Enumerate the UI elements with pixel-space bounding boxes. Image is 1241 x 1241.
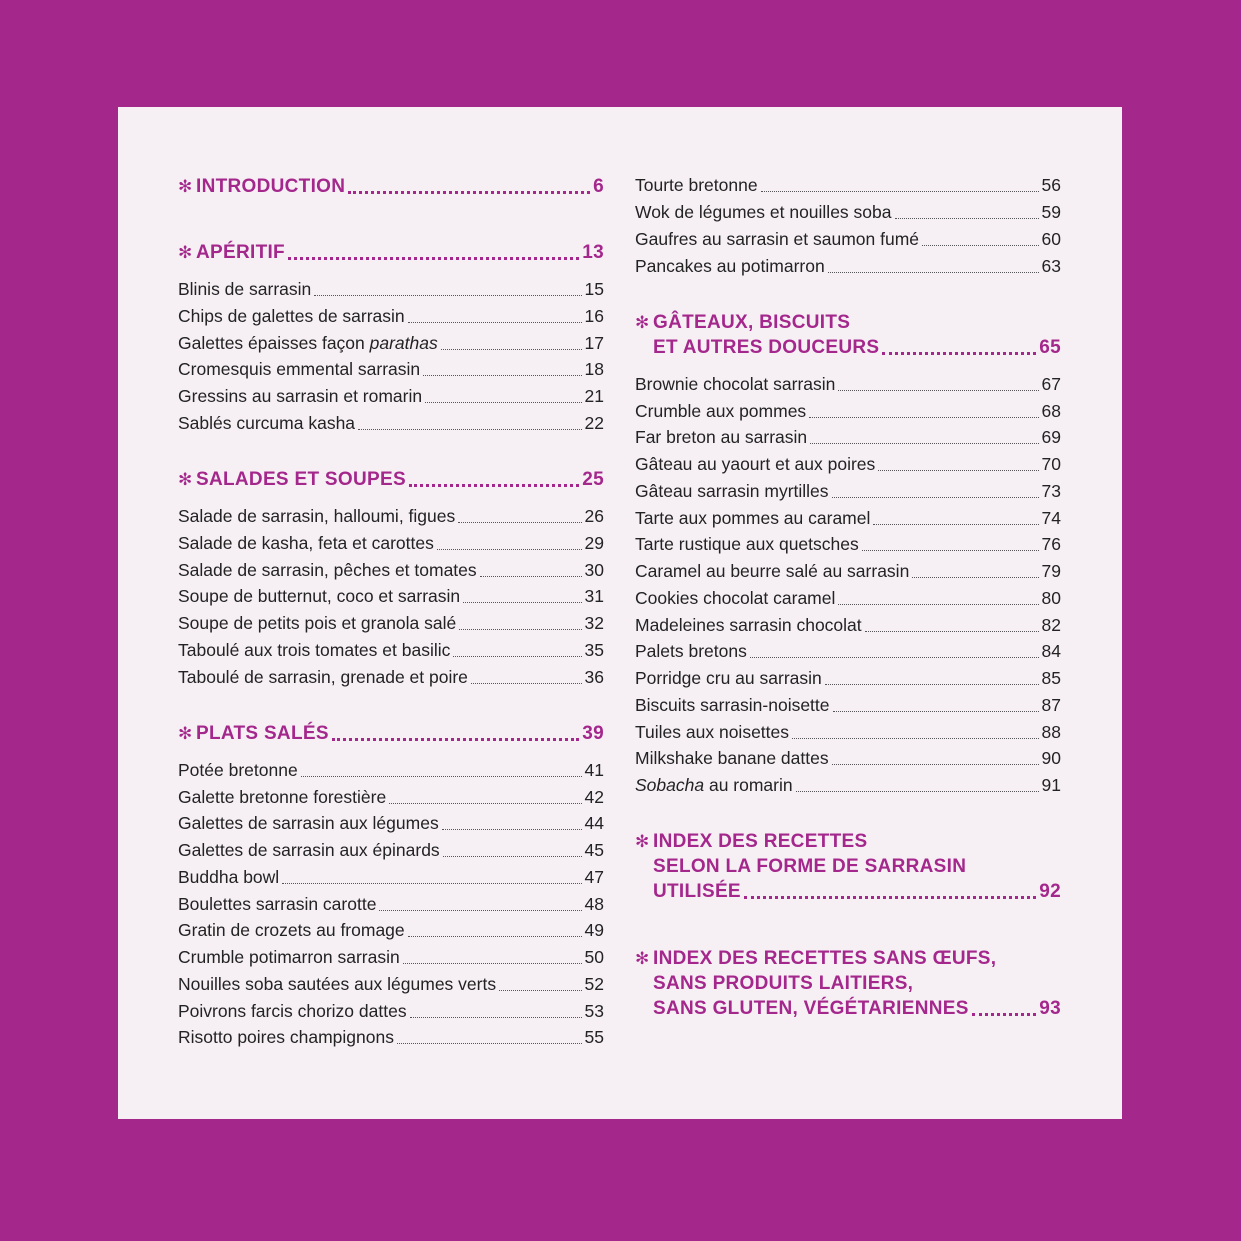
entry-page: 90 [1041,748,1061,768]
section-heading-plats[interactable] [178,721,604,746]
entry-title: Galettes épaisses façon [178,333,370,353]
section-title: APÉRITIF [196,242,285,263]
toc-entry[interactable] [178,837,604,863]
entry-title: Blinis de sarrasin [178,279,312,299]
entry-page: 35 [584,640,604,660]
asterisk-icon: ✻ [635,832,650,851]
dot-leader [403,963,582,964]
entry-page: 47 [584,867,604,887]
entry-title: Risotto poires champignons [178,1027,394,1047]
toc-entry[interactable] [635,585,1061,611]
toc-entry[interactable] [178,864,604,890]
asterisk-icon: ✻ [178,177,193,196]
entry-title: Gaufres au sarrasin et saumon fumé [635,229,920,249]
toc-entry[interactable] [178,303,604,329]
entry-title: Biscuits sarrasin-noisette [635,695,830,715]
toc-entry[interactable] [178,503,604,529]
entry-title: Crumble aux pommes [635,401,807,421]
entry-page: 73 [1041,481,1061,501]
dot-leader [437,549,582,550]
dot-leader [282,883,581,884]
dot-leader [480,576,582,577]
entry-title: Gressins au sarrasin et romarin [178,386,423,406]
entry-page: 87 [1041,695,1061,715]
entry-page: 68 [1041,401,1061,421]
toc-entry[interactable] [635,371,1061,397]
toc-entry[interactable] [178,356,604,382]
dot-leader [409,484,579,487]
entry-page: 91 [1041,775,1061,795]
toc-entry[interactable] [178,637,604,663]
entry-title: Tuiles aux noisettes [635,722,790,742]
entry-title: Madeleines sarrasin chocolat [635,615,862,635]
entry-title: Tourte bretonne [635,175,758,195]
dot-leader [463,602,581,603]
entry-page: 32 [584,613,604,633]
entry-title: Salade de sarrasin, pêches et tomates [178,560,477,580]
entry-title: Galette bretonne forestière [178,787,387,807]
entry-title: Sablés curcuma kasha [178,413,356,433]
entry-title: Caramel au beurre salé au sarrasin [635,561,910,581]
dot-leader [442,829,582,830]
entry-title: Galettes de sarrasin aux légumes [178,813,439,833]
dot-leader [832,497,1039,498]
dot-leader [459,629,581,630]
entry-title: Galettes de sarrasin aux épinards [178,840,440,860]
entry-title: Boulettes sarrasin carotte [178,894,377,914]
dot-leader [832,764,1039,765]
dot-leader [838,390,1038,391]
toc-entry[interactable] [178,917,604,943]
entry-title: Tarte rustique aux quetsches [635,534,859,554]
dot-leader [499,990,581,991]
dot-leader [825,684,1039,685]
entry-page: 52 [584,974,604,994]
entry-title-italic: parathas [369,333,438,353]
toc-entry[interactable] [178,784,604,810]
section-page: 93 [1039,998,1061,1019]
dot-leader [810,443,1038,444]
entry-page: 30 [584,560,604,580]
dot-leader [332,738,579,741]
entry-page: 59 [1041,202,1061,222]
entry-title: Wok de légumes et nouilles soba [635,202,892,222]
entry-title: Chips de galettes de sarrasin [178,306,405,326]
entry-page: 84 [1041,641,1061,661]
dot-leader [453,656,581,657]
toc-entry[interactable] [178,998,604,1024]
entry-page: 16 [584,306,604,326]
section-title: INTRODUCTION [196,176,346,197]
entry-title: Salade de kasha, feta et carottes [178,533,434,553]
toc-entry[interactable] [178,530,604,556]
section-page: 39 [582,723,604,744]
toc-entry[interactable] [635,398,1061,424]
entry-page: 36 [584,667,604,687]
section-heading-index-forme[interactable] [635,829,1061,904]
entry-title: Taboulé de sarrasin, grenade et poire [178,667,468,687]
entry-title: Nouilles soba sautées aux légumes verts [178,974,497,994]
toc-entry[interactable] [635,692,1061,718]
toc-entry[interactable] [178,276,604,302]
entry-page: 63 [1041,256,1061,276]
asterisk-icon: ✻ [635,949,650,968]
dot-leader [408,322,582,323]
entry-page: 76 [1041,534,1061,554]
entry-page: 67 [1041,374,1061,394]
entry-page: 26 [584,506,604,526]
toc-entry[interactable] [178,583,604,609]
toc-entry[interactable] [178,891,604,917]
dot-leader [441,349,582,350]
entry-page: 88 [1041,722,1061,742]
toc-entry[interactable] [635,612,1061,638]
dot-leader [873,524,1038,525]
dot-leader [301,776,582,777]
section-title: SALADES ET SOUPES [196,469,406,490]
dot-leader [288,257,579,260]
entry-page: 82 [1041,615,1061,635]
section-page: 6 [593,176,604,197]
dot-leader [865,631,1039,632]
entry-page: 29 [584,533,604,553]
entry-page: 74 [1041,508,1061,528]
entry-page: 69 [1041,427,1061,447]
dot-leader [833,711,1039,712]
asterisk-icon: ✻ [635,313,650,332]
entry-title: Palets bretons [635,641,747,661]
entry-page: 42 [584,787,604,807]
section-title-line1: GÂTEAUX, BISCUITS [653,312,851,333]
entry-page: 21 [584,386,604,406]
dot-leader [423,375,581,376]
section-heading-gateaux[interactable] [635,310,1061,360]
entry-page: 18 [584,359,604,379]
dot-leader [443,856,582,857]
toc-entry[interactable] [635,505,1061,531]
dot-leader [895,218,1039,219]
entry-page: 79 [1041,561,1061,581]
entry-title: Gâteau au yaourt et aux poires [635,454,876,474]
toc-entry[interactable] [178,810,604,836]
entry-title-italic: Sobacha [635,775,705,795]
dot-leader [761,191,1039,192]
dot-leader [878,470,1038,471]
entry-title: Salade de sarrasin, halloumi, figues [178,506,456,526]
entry-title: Gratin de crozets au fromage [178,920,405,940]
toc-entry[interactable] [635,424,1061,450]
section-title-line3: UTILISÉE [653,881,741,902]
dot-leader [348,191,590,194]
toc-page [118,107,1122,1119]
toc-entry[interactable] [635,772,1061,798]
section-title: PLATS SALÉS [196,723,329,744]
entry-title: Buddha bowl [178,867,280,887]
entry-page: 50 [584,947,604,967]
toc-entry[interactable] [178,610,604,636]
dot-leader [828,272,1039,273]
dot-leader [922,245,1039,246]
entry-title: Crumble potimarron sarrasin [178,947,400,967]
dot-leader [358,429,581,430]
entry-title: Porridge cru au sarrasin [635,668,822,688]
dot-leader [458,522,581,523]
entry-page: 15 [584,279,604,299]
section-title-line2: SANS PRODUITS LAITIERS, [653,973,914,994]
toc-entry[interactable] [178,664,604,690]
dot-leader [408,936,582,937]
toc-entry[interactable] [635,253,1061,279]
section-title-line1: INDEX DES RECETTES [653,831,868,852]
entry-title: Milkshake banane dattes [635,748,829,768]
entry-title: Cookies chocolat caramel [635,588,836,608]
toc-entry[interactable] [178,330,604,356]
toc-entry[interactable] [635,199,1061,225]
entry-page: 17 [584,333,604,353]
entry-page: 49 [584,920,604,940]
toc-entry[interactable] [635,172,1061,198]
toc-entry[interactable] [635,638,1061,664]
entry-title: Soupe de petits pois et granola salé [178,613,457,633]
entry-page: 31 [584,586,604,606]
toc-entry[interactable] [635,745,1061,771]
entry-title: Taboulé aux trois tomates et basilic [178,640,451,660]
section-heading-introduction[interactable] [178,174,604,199]
entry-title: Soupe de butternut, coco et sarrasin [178,586,461,606]
toc-entry[interactable] [635,531,1061,557]
dot-leader [397,1043,582,1044]
section-page: 25 [582,469,604,490]
dot-leader [838,604,1038,605]
section-title-line3: SANS GLUTEN, VÉGÉTARIENNES [653,998,969,1019]
entry-page: 55 [584,1027,604,1047]
toc-entry[interactable] [178,410,604,436]
toc-entry[interactable] [635,719,1061,745]
section-heading-aperitif[interactable] [178,240,604,265]
dot-leader [796,791,1039,792]
entry-title: au romarin [704,775,793,795]
entry-title: Cromesquis emmental sarrasin [178,359,421,379]
dot-leader [882,352,1036,355]
entry-page: 70 [1041,454,1061,474]
section-page: 65 [1039,337,1061,358]
entry-page: 56 [1041,175,1061,195]
entry-title: Pancakes au potimarron [635,256,825,276]
entry-title: Far breton au sarrasin [635,427,808,447]
toc-entry[interactable] [635,558,1061,584]
section-title-line1: INDEX DES RECETTES SANS ŒUFS, [653,948,997,969]
toc-entry[interactable] [635,478,1061,504]
toc-entry[interactable] [178,944,604,970]
entry-page: 44 [584,813,604,833]
dot-leader [379,910,581,911]
dot-leader [471,683,582,684]
toc-entry[interactable] [635,665,1061,691]
dot-leader [809,417,1038,418]
dot-leader [912,577,1038,578]
dot-leader [425,402,581,403]
section-heading-index-sans[interactable] [635,946,1061,1021]
toc-entry[interactable] [178,557,604,583]
entry-title: Brownie chocolat sarrasin [635,374,836,394]
dot-leader [389,803,581,804]
toc-entry[interactable] [178,971,604,997]
toc-entry[interactable] [178,383,604,409]
entry-page: 45 [584,840,604,860]
section-title-line2: SELON LA FORME DE SARRASIN [653,856,967,877]
entry-page: 41 [584,760,604,780]
section-heading-salades[interactable] [178,467,604,492]
section-title-line2: ET AUTRES DOUCEURS [653,337,880,358]
entry-page: 60 [1041,229,1061,249]
asterisk-icon: ✻ [178,470,193,489]
entry-title: Poivrons farcis chorizo dattes [178,1001,407,1021]
entry-title: Tarte aux pommes au caramel [635,508,871,528]
entry-page: 48 [584,894,604,914]
dot-leader [792,738,1039,739]
toc-entry[interactable] [178,757,604,783]
entry-page: 85 [1041,668,1061,688]
entry-title: Gâteau sarrasin myrtilles [635,481,829,501]
asterisk-icon: ✻ [178,243,193,262]
section-page: 92 [1039,881,1061,902]
dot-leader [744,896,1036,899]
dot-leader [862,550,1039,551]
dot-leader [410,1017,582,1018]
toc-entry[interactable] [635,451,1061,477]
entry-page: 80 [1041,588,1061,608]
toc-entry[interactable] [178,1024,604,1050]
asterisk-icon: ✻ [178,724,193,743]
dot-leader [972,1013,1037,1016]
entry-title: Potée bretonne [178,760,298,780]
section-page: 13 [582,242,604,263]
entry-page: 53 [584,1001,604,1021]
entry-page: 22 [584,413,604,433]
dot-leader [750,657,1039,658]
dot-leader [314,295,581,296]
toc-entry[interactable] [635,226,1061,252]
